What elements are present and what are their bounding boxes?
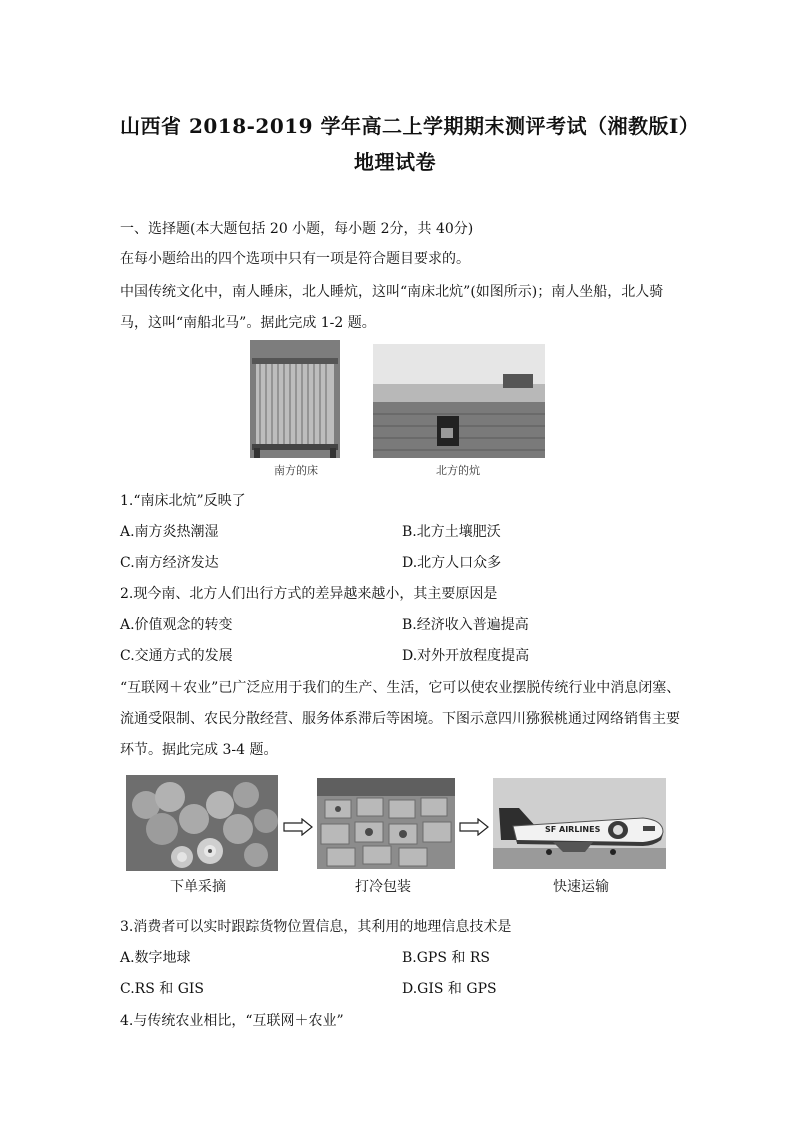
q2-option-b: B.经济收入普遍提高 bbox=[402, 617, 529, 633]
exam-title-line2: 地理试卷 bbox=[354, 150, 436, 174]
q1-option-d: D.北方人口众多 bbox=[402, 555, 502, 571]
figure1-caption-left: 南方的床 bbox=[274, 464, 318, 477]
southern-bed-photo bbox=[250, 340, 340, 458]
figure2-caption-3: 快速运输 bbox=[553, 879, 609, 895]
q4-stem: 4.与传统农业相比，“互联网＋农业” bbox=[120, 1013, 344, 1029]
figure2-caption-1: 下单采摘 bbox=[170, 879, 226, 895]
q1-stem: 1.“南床北炕”反映了 bbox=[120, 493, 246, 509]
passage1-line2: 马，这叫“南船北马”。据此完成 1-2 题。 bbox=[120, 315, 376, 331]
q2-option-c: C.交通方式的发展 bbox=[120, 648, 233, 664]
q3-stem: 3.消费者可以实时跟踪货物位置信息，其利用的地理信息技术是 bbox=[120, 919, 512, 935]
packing-boxes-photo bbox=[317, 778, 455, 869]
cargo-plane-photo bbox=[493, 778, 666, 869]
passage2-line2: 流通受限制、农民分散经营、服务体系滞后等困境。下图示意四川猕猴桃通过网络销售主要 bbox=[120, 711, 680, 727]
exam-title-line1: 山西省 2018-2019 学年高二上学期期末测评考试（湘教版Ⅰ） bbox=[120, 114, 700, 138]
passage2-line3: 环节。据此完成 3-4 题。 bbox=[120, 742, 278, 758]
q3-option-c: C.RS 和 GIS bbox=[120, 981, 204, 997]
q1-option-c: C.南方经济发达 bbox=[120, 555, 219, 571]
q1-option-b: B.北方土壤肥沃 bbox=[402, 524, 501, 540]
arrow-right-icon bbox=[283, 818, 313, 836]
q2-stem: 2.现今南、北方人们出行方式的差异越来越小，其主要原因是 bbox=[120, 586, 498, 602]
q1-option-a: A.南方炎热潮湿 bbox=[120, 524, 219, 540]
passage1-line1: 中国传统文化中，南人睡床，北人睡炕，这叫“南床北炕”(如图所示)；南人坐船，北人骑 bbox=[120, 284, 664, 300]
q3-option-d: D.GIS 和 GPS bbox=[402, 981, 497, 997]
q3-option-a: A.数字地球 bbox=[120, 950, 191, 966]
passage2-line1: “互联网＋农业”已广泛应用于我们的生产、生活，它可以使农业摆脱传统行业中消息闭塞、 bbox=[120, 680, 681, 696]
arrow-right-icon bbox=[459, 818, 489, 836]
section-heading: 一、选择题(本大题包括 20 小题，每小题 2分，共 40分) bbox=[120, 221, 474, 237]
kiwi-fruit-photo bbox=[126, 775, 278, 871]
q2-option-d: D.对外开放程度提高 bbox=[402, 648, 530, 664]
plane-livery-text: SF AIRLINES bbox=[545, 825, 601, 834]
figure2-caption-2: 打冷包装 bbox=[355, 879, 411, 895]
instruction-text: 在每小题给出的四个选项中只有一项是符合题目要求的。 bbox=[120, 251, 470, 267]
northern-kang-photo bbox=[373, 344, 545, 458]
q2-option-a: A.价值观念的转变 bbox=[120, 617, 233, 633]
q3-option-b: B.GPS 和 RS bbox=[402, 950, 490, 966]
figure1-caption-right: 北方的炕 bbox=[436, 464, 480, 477]
